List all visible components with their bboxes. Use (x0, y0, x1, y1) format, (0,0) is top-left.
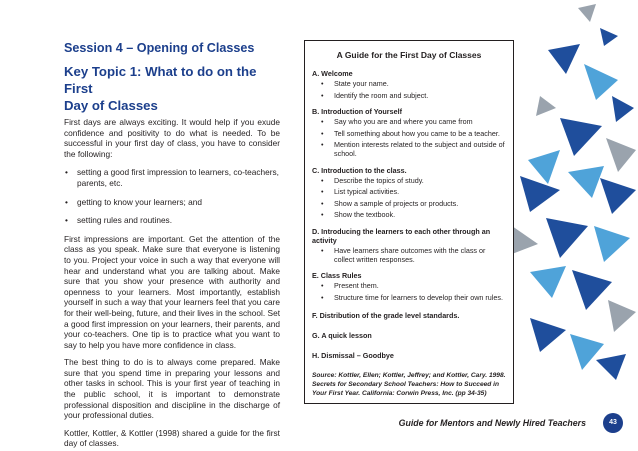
list-item: • getting to know your learners; and (64, 197, 280, 208)
list-item: • Identify the room and subject. (312, 92, 506, 101)
triangle-shape (546, 218, 588, 258)
list-item: • Describe the topics of study. (312, 177, 506, 186)
triangle-shape (572, 270, 612, 310)
list-item: • setting rules and routines. (64, 215, 280, 226)
topic-title-line2: Day of Classes (64, 98, 158, 113)
section-welcome: A. Welcome (312, 69, 353, 78)
footer-title: Guide for Mentors and Newly Hired Teachers (398, 418, 586, 428)
list-item: • setting a good first impression to learners, co-teachers, parents, etc. (64, 167, 280, 188)
triangle-shape (600, 178, 636, 214)
topic-title (64, 63, 280, 114)
introduction-list (312, 118, 506, 158)
list-item: • Present them. (312, 282, 506, 291)
triangle-shape (608, 300, 636, 332)
triangle-shape (512, 226, 538, 254)
list-item: • Structure time for learners to develop their own rules. (312, 294, 506, 303)
session-title: Session 4 – Opening of Classes (64, 41, 255, 55)
list-item: • Say who you are and where you came from (312, 118, 506, 127)
triangle-shape (568, 166, 604, 198)
triangle-shape (584, 64, 618, 100)
guide-title: A Guide for the First Day of Classes (336, 50, 482, 60)
list-item: • Mention interests related to the subject and outside of school. (312, 141, 506, 158)
learners-list (312, 247, 506, 264)
triangle-shape (606, 138, 636, 172)
triangle-shape (536, 96, 556, 116)
class-intro-list (312, 177, 506, 220)
source-citation: Source: Kottler, Ellen; Kottler, Jeffrey; and Kottler, Cary. 1998. Secrets for Secondary School Teachers: How to Succeed in Your First Year. California: Corwin Press, Inc. (pp 34-35) (312, 372, 506, 397)
triangle-shape (560, 118, 602, 156)
considerations-list (64, 167, 280, 225)
topic-title-line1: Key Topic 1: What to do on the First (64, 64, 257, 96)
triangle-shape (596, 354, 626, 380)
triangle-shape (578, 4, 596, 22)
section-class-rules: E. Class Rules (312, 271, 362, 281)
section-distribution: F. Distribution of the grade level standards. (312, 311, 460, 321)
section-introduction-to-class: C. Introduction to the class. (312, 165, 407, 175)
list-item: • Tell something about how you came to be a teacher. (312, 130, 506, 139)
intro-paragraph: First days are always exciting. It would help if you exude confidence and positivity to do what is needed. To be successful in your first day of class, you have to consider the following: (64, 117, 280, 159)
triangle-shape (530, 266, 566, 298)
list-item: • List typical activities. (312, 188, 506, 197)
section-introduction-of-yourself: B. Introduction of Yourself (312, 107, 402, 117)
triangle-shape (528, 150, 560, 184)
list-item: • Show a sample of projects or products. (312, 200, 506, 209)
list-item: • State your name. (312, 80, 506, 89)
main-content (64, 40, 280, 449)
triangle-shape (612, 96, 634, 122)
triangle-shape (548, 44, 580, 74)
impressions-paragraph: First impressions are important. Get the attention of the class as you speak. Make sure that everyone is listening to you. Project your voice in such a way that everyone will hear and understand what you are talking about. Make sure that you show your presence with authority and openness to your learners. Most importantly, establish yourself in such a way that your learners feel that you care for their well-being, future, and their lives in the school. Set a good first impression on your learners, their parents, and your co-teachers. One tip is to practice what you want to say to help you have more confidence in class. (64, 233, 280, 350)
section-quick-lesson: G. A quick lesson (312, 331, 372, 341)
kottler-paragraph: Kottler, Kottler, & Kottler (1998) shared a guide for the first day of classes. (64, 427, 280, 449)
section-introducing-learners: D. Introducing the learners to each other through an activity (312, 226, 491, 245)
preparation-paragraph: The best thing to do is to always come prepared. Make sure that you spend time in preparing your lessons and other tasks in school. This is your first year of teaching in the public school, it is important to demonstrate professional disposition and discipline in the discharge of your professional duties. (64, 357, 280, 421)
page-number: 43 (603, 413, 623, 433)
section-dismissal: H. Dismissal – Goodbye (312, 351, 394, 361)
triangle-shape (570, 334, 604, 370)
guide-box (304, 40, 514, 404)
triangle-shape (600, 28, 618, 46)
welcome-list (312, 80, 506, 100)
rules-list (312, 282, 506, 302)
triangle-shape (530, 318, 566, 352)
triangle-shape (594, 226, 630, 262)
list-item: • Have learners share outcomes with the class or collect written responses. (312, 247, 506, 264)
triangle-shape (520, 176, 560, 212)
list-item: • Show the textbook. (312, 211, 506, 220)
